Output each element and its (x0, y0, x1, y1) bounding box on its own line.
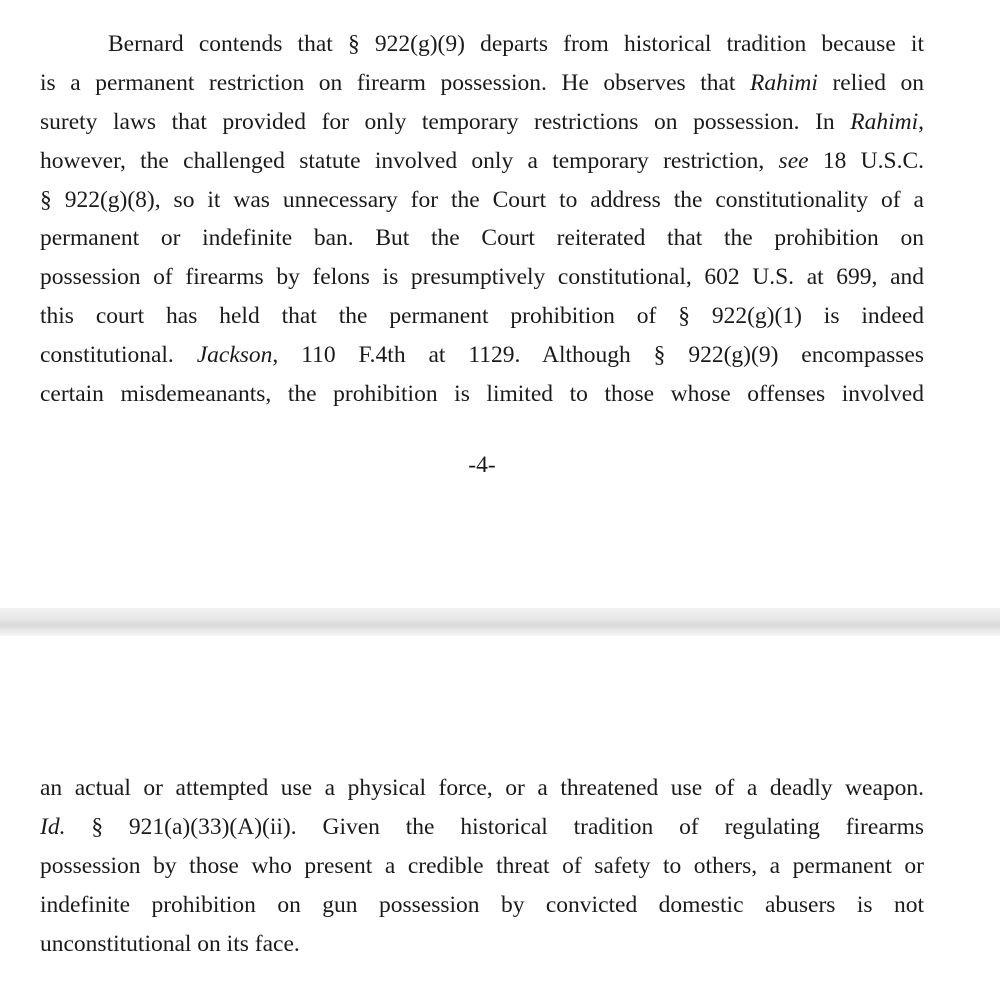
text-line: possession of firearms by felons is presumptively constitutional, 602 U.S. at 699, and (40, 264, 924, 291)
page-separator (0, 608, 1000, 636)
text-line: Bernard contends that § 922(g)(9) departs from historical tradition because it (108, 31, 924, 57)
text-line: surety laws that provided for only temporary restrictions on possession. In Rahimi, (40, 108, 924, 135)
text-line: permanent or indefinite ban. But the Court reiterated that the prohibition on (40, 225, 924, 252)
text-line: indefinite prohibition on gun possession by convicted domestic abusers is not (40, 891, 924, 918)
text-line: Id. § 921(a)(33)(A)(ii). Given the historical tradition of regulating firearms (40, 813, 924, 840)
text-line: possession by those who present a credible threat of safety to others, a permanent or (40, 852, 924, 879)
opinion-paragraph-continued (40, 769, 924, 963)
text-line: unconstitutional on its face. (40, 930, 300, 957)
text-line: this court has held that the permanent prohibition of § 922(g)(1) is indeed (40, 303, 924, 330)
text-line: certain misdemeanants, the prohibition is limited to those whose offenses involved (40, 381, 924, 408)
page-number: -4- (468, 452, 496, 478)
opinion-paragraph (40, 25, 924, 414)
text-line: an actual or attempted use a physical force, or a threatened use of a deadly weapon. (40, 775, 924, 801)
text-line: constitutional. Jackson, 110 F.4th at 1129. Although § 922(g)(9) encompasses (40, 342, 924, 369)
text-line: § 922(g)(8), so it was unnecessary for the Court to address the constitutionality of a (40, 186, 924, 213)
page-5 (0, 636, 1000, 991)
text-line: is a permanent restriction on firearm possession. He observes that Rahimi relied on (40, 69, 925, 96)
text-line: however, the challenged statute involved only a temporary restriction, see 18 U.S.C. (40, 147, 925, 174)
